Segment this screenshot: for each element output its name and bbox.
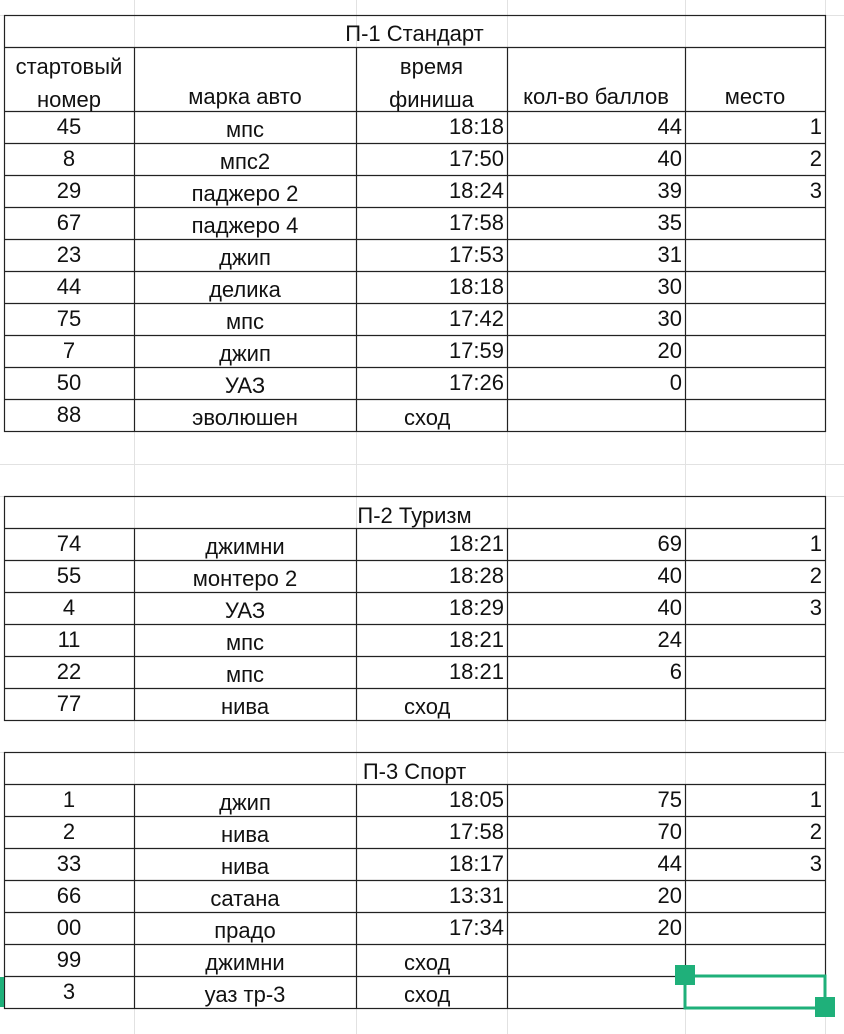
cell-car-brand[interactable]: нива [220,822,270,847]
cell-car-brand[interactable]: мпс2 [219,149,271,174]
cell-start-number[interactable]: 74 [56,531,82,556]
cell-points[interactable]: 31 [657,242,682,267]
cell-car-brand[interactable]: УАЗ [224,373,266,398]
cell-finish-time[interactable]: 18:18 [448,274,504,299]
cell-points[interactable]: 20 [657,338,682,363]
cell-finish-time[interactable]: 17:58 [448,819,504,844]
cell-finish-time[interactable]: 18:24 [448,178,504,203]
cell-points[interactable]: 35 [657,210,682,235]
cell-start-number[interactable]: 7 [62,338,76,363]
cell-points[interactable]: 44 [657,114,682,139]
cell-start-number[interactable]: 77 [56,691,82,716]
cell-points[interactable]: 20 [657,883,682,908]
cell-car-brand[interactable]: мпс [225,309,265,334]
cell-finish-time[interactable]: 17:50 [448,146,504,171]
cell-car-brand[interactable]: уаз тр-3 [204,982,286,1007]
cell-points[interactable]: 20 [657,915,682,940]
cell-car-brand[interactable]: нива [220,694,270,719]
cell-points[interactable]: 24 [657,627,682,652]
cell-finish-time[interactable]: 17:34 [448,915,504,940]
cell-start-number[interactable]: 4 [62,595,76,620]
cell-points[interactable]: 39 [657,178,682,203]
cell-place[interactable]: 3 [809,178,822,203]
cell-car-brand[interactable]: делика [209,277,281,302]
cell-car-brand[interactable]: джимни [205,950,285,975]
cell-start-number[interactable]: 99 [56,947,82,972]
cell-start-number[interactable]: 50 [56,370,82,395]
cell-car-brand[interactable]: мпс [225,630,265,655]
cell-start-number[interactable]: 67 [56,210,82,235]
cell-car-brand[interactable]: мпс [225,662,265,687]
cell-finish-time[interactable]: 13:31 [448,883,504,908]
cell-finish-time[interactable]: 18:17 [448,851,504,876]
cell-place[interactable]: 2 [809,819,822,844]
cell-start-number[interactable]: 29 [56,178,82,203]
cell-finish-time[interactable]: 18:21 [448,627,504,652]
cell-start-number[interactable]: 75 [56,306,82,331]
cell-finish-time[interactable]: 17:58 [448,210,504,235]
cell-finish-time[interactable]: сход [404,950,451,975]
section-title-p3[interactable]: П-3 Спорт [362,759,467,784]
cell-start-number[interactable]: 8 [62,146,76,171]
cell-place[interactable]: 3 [809,851,822,876]
cell-finish-time[interactable]: 18:05 [448,787,504,812]
cell-car-brand[interactable]: прадо [214,918,276,943]
header-start-number-line2[interactable]: номер [37,87,101,112]
cell-car-brand[interactable]: УАЗ [224,598,266,623]
cell-points[interactable]: 40 [657,563,682,588]
cell-start-number[interactable]: 66 [56,883,82,908]
cell-place[interactable]: 1 [809,787,822,812]
header-points[interactable]: кол-во баллов [523,84,669,109]
header-start-number-line1[interactable]: стартовый [15,54,123,79]
cell-car-brand[interactable]: джимни [205,534,285,559]
cell-car-brand[interactable]: сатана [210,886,280,911]
cell-points[interactable]: 75 [657,787,682,812]
cell-finish-time[interactable]: 17:59 [448,338,504,363]
cell-start-number[interactable]: 2 [62,819,76,844]
cell-finish-time[interactable]: 18:21 [448,531,504,556]
cell-car-brand[interactable]: паджеро 2 [191,181,299,206]
cell-points[interactable]: 40 [657,595,682,620]
cell-start-number[interactable]: 45 [56,114,82,139]
cell-points[interactable]: 40 [657,146,682,171]
cell-start-number[interactable]: 23 [56,242,82,267]
cell-points[interactable]: 69 [657,531,682,556]
cell-points[interactable]: 0 [669,370,682,395]
cell-start-number[interactable]: 44 [56,274,82,299]
section-title-p1[interactable]: П-1 Стандарт [345,21,484,46]
cell-car-brand[interactable]: нива [220,854,270,879]
cell-finish-time[interactable]: сход [404,405,451,430]
header-finish-time-line1[interactable]: время [399,54,464,79]
cell-finish-time[interactable]: 17:42 [448,306,504,331]
cell-start-number[interactable]: 55 [56,563,82,588]
cell-place[interactable]: 2 [809,563,822,588]
cell-place[interactable]: 2 [809,146,822,171]
cell-points[interactable]: 30 [657,306,682,331]
section-title-p2[interactable]: П-2 Туризм [357,503,472,528]
cell-place[interactable]: 3 [809,595,822,620]
cell-finish-time[interactable]: 18:21 [448,659,504,684]
header-finish-time-line2[interactable]: финиша [389,87,474,112]
cell-points[interactable]: 70 [657,819,682,844]
cell-start-number[interactable]: 3 [62,979,76,1004]
cell-finish-time[interactable]: 18:18 [448,114,504,139]
cell-finish-time[interactable]: сход [404,694,451,719]
cell-points[interactable]: 30 [657,274,682,299]
cell-finish-time[interactable]: 17:26 [448,370,504,395]
cell-car-brand[interactable]: мпс [225,117,265,142]
cell-start-number[interactable]: 1 [62,787,76,812]
cell-car-brand[interactable]: монтеро 2 [192,566,298,591]
cell-start-number[interactable]: 00 [56,915,82,940]
header-car-brand[interactable]: марка авто [188,84,302,109]
cell-finish-time[interactable]: сход [404,982,451,1007]
cell-points[interactable]: 44 [657,851,682,876]
cell-start-number[interactable]: 88 [56,402,82,427]
cell-start-number[interactable]: 22 [56,659,82,684]
cell-finish-time[interactable]: 18:29 [448,595,504,620]
cell-car-brand[interactable]: джип [219,245,271,270]
cell-car-brand[interactable]: джип [219,790,271,815]
cell-finish-time[interactable]: 18:28 [448,563,504,588]
cell-car-brand[interactable]: паджеро 4 [191,213,299,238]
cell-car-brand[interactable]: джип [219,341,271,366]
cell-place[interactable]: 1 [809,114,822,139]
cell-place[interactable]: 1 [809,531,822,556]
header-place[interactable]: место [724,84,786,109]
cell-start-number[interactable]: 11 [57,627,81,652]
cell-car-brand[interactable]: эволюшен [192,405,298,430]
cell-start-number[interactable]: 33 [56,851,82,876]
cell-finish-time[interactable]: 17:53 [448,242,504,267]
cell-points[interactable]: 6 [669,659,682,684]
